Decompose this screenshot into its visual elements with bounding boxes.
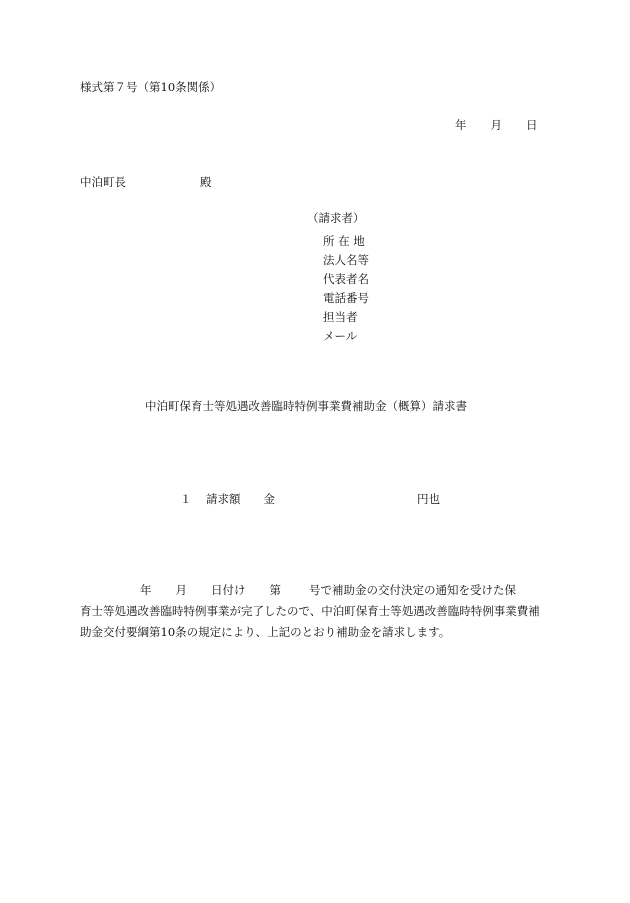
- date-line: [455, 120, 538, 132]
- requester-field-address: 所 在 地: [323, 234, 365, 248]
- body-text: [80, 580, 550, 643]
- amount-item-number: １: [180, 492, 192, 506]
- body-line-2: 育士等処遇改善臨時特例事業が完了したので、中泊町保育士等処遇改善臨時特例事業費補: [80, 604, 540, 618]
- form-label: 様式第７号（第10条関係）: [80, 80, 222, 94]
- requester-field-phone: 電話番号: [323, 291, 369, 305]
- addressee-honorific: 殿: [200, 175, 212, 189]
- requester-field-email: メール: [323, 329, 358, 343]
- date-month: 月: [490, 118, 502, 132]
- body-line-3: 助金交付要綱第10条の規定により、上記のとおり補助金を請求します。: [80, 625, 451, 639]
- requester-field-corp-name: 法人名等: [323, 253, 369, 267]
- amount-unit: 円也: [417, 492, 440, 506]
- addressee-name: 中泊町長: [80, 175, 126, 189]
- body-line-1: 年 月 日付け 第 号で補助金の交付決定の通知を受けた保: [140, 583, 516, 597]
- document-title: 中泊町保育士等処遇改善臨時特例事業費補助金（概算）請求書: [145, 399, 467, 413]
- date-year: 年: [455, 118, 467, 132]
- requester-heading: （請求者）: [307, 211, 365, 225]
- addressee: [80, 175, 212, 189]
- requester-field-representative: 代表者名: [323, 272, 369, 286]
- requester-field-contact-person: 担当者: [323, 310, 358, 324]
- requester-fields: [323, 232, 369, 346]
- date-day: 日: [526, 118, 538, 132]
- amount-label: 請求額 金: [206, 492, 275, 506]
